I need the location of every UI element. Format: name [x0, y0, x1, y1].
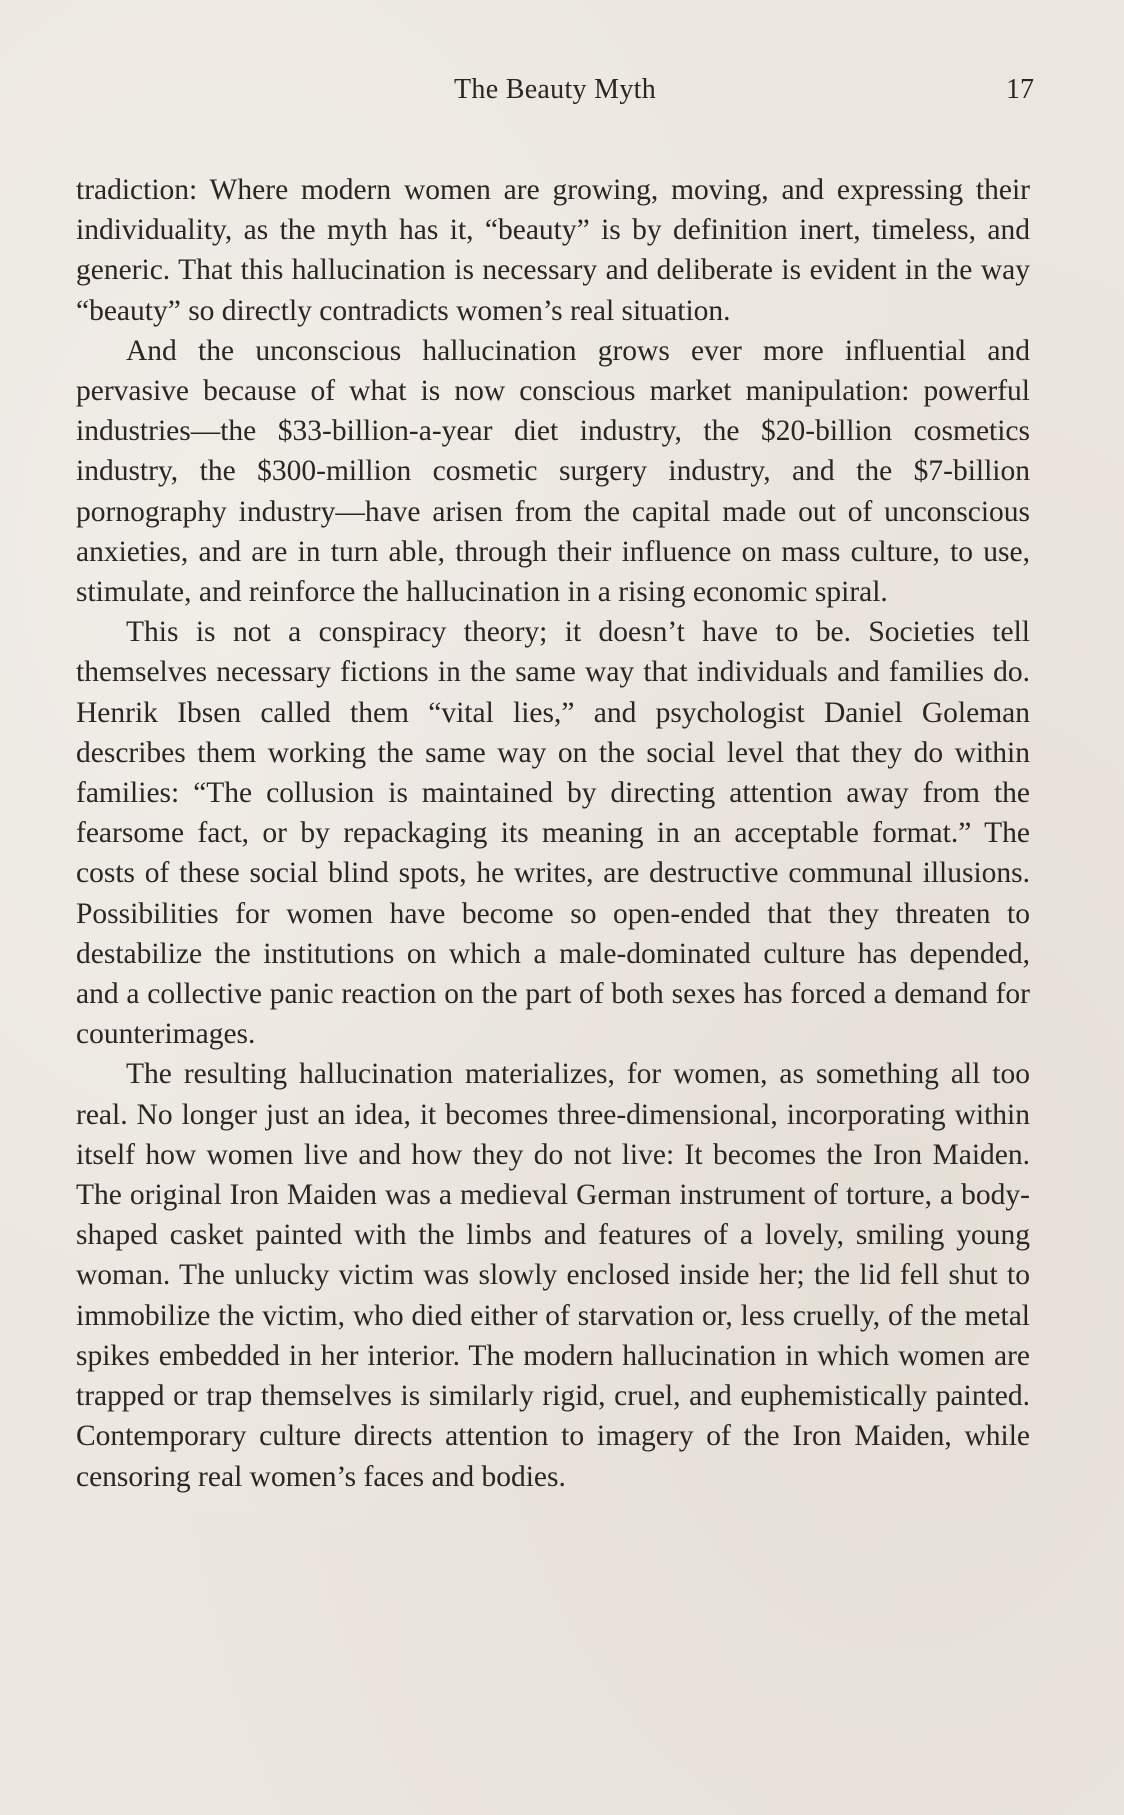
- paragraph: The resulting hallucination materializes, for women, as something all too real. No longer just an idea, it becomes three-dimensional, incorporating within itself how women live and how they do not live: It becomes the Iron Maiden. The original Iron Maiden was a medieval German instrument of torture, a body-shaped casket painted with the limbs and features of a lovely, smiling young woman. The unlucky victim was slowly enclosed inside her; the lid fell shut to immobilize the victim, who died either of starvation or, less cruelly, of the metal spikes embedded in her interior. The modern hallucination in which women are trapped or trap themselves is similarly rigid, cruel, and euphemistically painted. Contemporary culture directs attention to imagery of the Iron Maiden, while censoring real women’s faces and bodies.: [76, 1058, 1030, 1493]
- body-text: [76, 170, 1030, 1497]
- paragraph: This is not a conspiracy theory; it doesn’t have to be. Societies tell themselves necessary fictions in the same way that individuals and families do. Henrik Ibsen called them “vital lies,” and psychologist Daniel Goleman describes them working the same way on the social level that they do within families: “The collusion is maintained by directing attention away from the fearsome fact, or by repackaging its meaning in an acceptable format.” The costs of these social blind spots, he writes, are destructive communal illusions. Possibilities for women have become so open-ended that they threaten to destabilize the institutions on which a male-dominated culture has depended, and a collective panic reaction on the part of both sexes has forced a demand for counterimages.: [76, 616, 1030, 1051]
- page-number: 17: [1006, 74, 1034, 105]
- running-title: The Beauty Myth: [453, 74, 657, 105]
- paragraph-continuation: tradiction: Where modern women are growing, moving, and expressing their individuality, as the myth has it, “beauty” is by definition inert, timeless, and generic. That this hallucination is necessary and deliberate is evident in the way “beauty” so directly contradicts women’s real situation.: [76, 174, 1030, 327]
- paragraph: And the unconscious hallucination grows ever more influential and pervasive because of what is now conscious market manipulation: powerful industries—the $33-billion-a-year diet industry, the $20-billion cosmetics industry, the $300-million cosmetic surgery industry, and the $7-billion pornography industry—have arisen from the capital made out of unconscious anxieties, and are in turn able, through their influence on mass culture, to use, stimulate, and reinforce the hallucination in a rising economic spiral.: [76, 334, 1030, 609]
- running-head: [76, 74, 1034, 114]
